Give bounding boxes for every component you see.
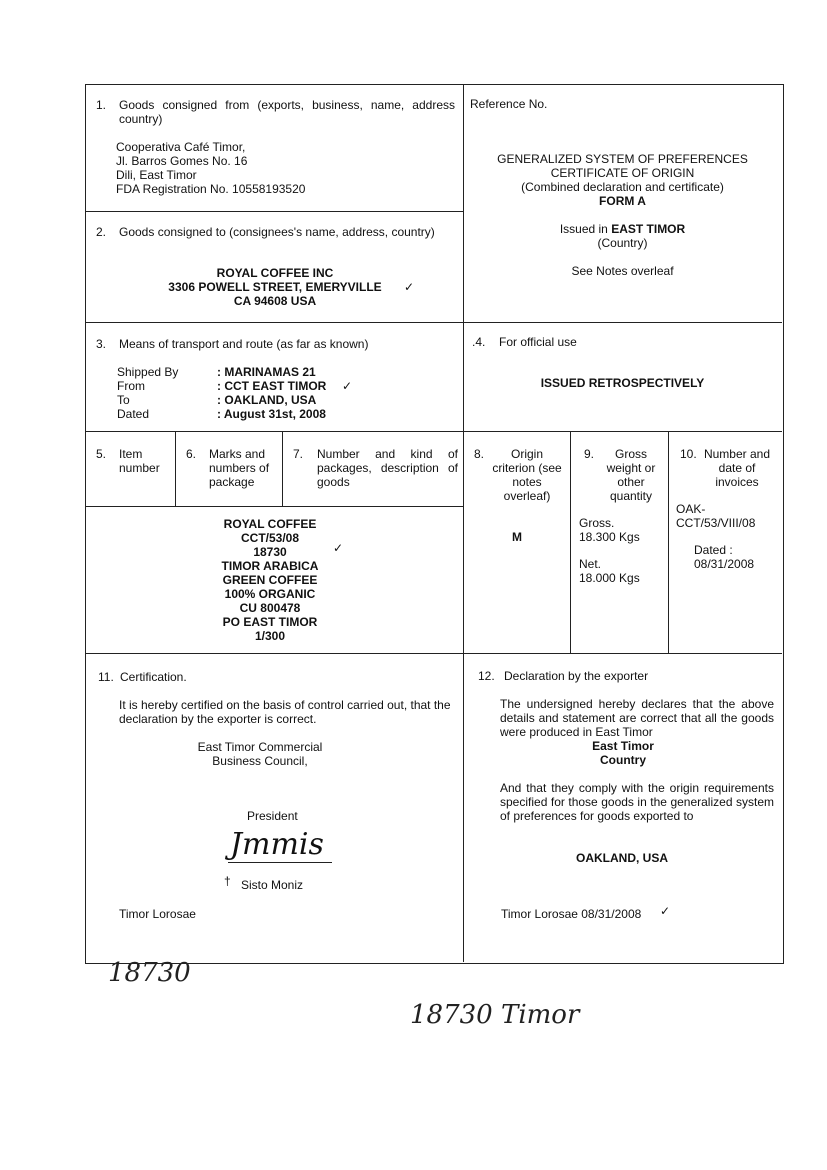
col9-number: 9. xyxy=(584,447,595,461)
form-label: FORM A xyxy=(599,194,646,208)
handwritten-note-1: 18730 xyxy=(108,958,191,988)
check-mark-icon: † xyxy=(224,874,231,888)
divider-box1-box2 xyxy=(85,211,463,212)
consignee-name: ROYAL COFFEE INC xyxy=(216,266,334,280)
col5-header: Item number xyxy=(119,447,160,475)
col10-number: 10. xyxy=(680,447,697,461)
box1-label: Goods consigned from (exports, business, name, address country) xyxy=(119,98,455,126)
net-value: 18.000 Kgs xyxy=(579,571,640,585)
transport-key: Dated xyxy=(117,407,150,421)
invoice-number-part1: OAK- xyxy=(676,502,706,516)
divider-row4 xyxy=(85,653,782,654)
country-label: Country xyxy=(600,753,646,767)
invoice-dated-label: Dated : xyxy=(694,543,733,557)
transport-row xyxy=(117,365,326,379)
box11-number: 11. xyxy=(98,670,114,684)
col7-number: 7. xyxy=(293,447,304,461)
declaration-text: The undersigned hereby declares that the above details and statement are correct that all the goods were produced in East Timor xyxy=(500,697,774,739)
certification-text: It is hereby certified on the basis of control carried out, that the declaration by the exporter is correct. xyxy=(119,698,451,726)
transport-key: Shipped By xyxy=(117,365,179,379)
consignee-street: 3306 POWELL STREET, EMERYVILLE xyxy=(168,280,382,294)
exporter-street: Jl. Barros Gomes No. 16 xyxy=(116,154,248,168)
declaration-place-date: Timor Lorosae 08/31/2008 xyxy=(501,907,642,921)
signer-title: President xyxy=(247,809,298,823)
authority-line-2: Business Council, xyxy=(212,754,308,768)
title-line-2: CERTIFICATE OF ORIGIN xyxy=(550,166,695,180)
transport-value: : CCT EAST TIMOR xyxy=(217,379,327,393)
divider-row2 xyxy=(85,322,782,323)
box1-number: 1. xyxy=(96,98,107,112)
reference-label: Reference No. xyxy=(470,97,548,111)
transport-row xyxy=(117,393,326,407)
box12-number: 12. xyxy=(478,669,495,683)
mark-line: TIMOR ARABICA xyxy=(221,559,319,573)
transport-value: : MARINAMAS 21 xyxy=(217,365,316,379)
col-divider-8-9 xyxy=(570,431,571,653)
signature-line xyxy=(228,862,332,863)
box11-label: Certification. xyxy=(120,670,187,684)
exporter-registration: FDA Registration No. 10558193520 xyxy=(116,182,306,196)
divider-row3 xyxy=(85,431,782,432)
certification-place: Timor Lorosae xyxy=(119,907,196,921)
box12-label: Declaration by the exporter xyxy=(504,669,649,683)
box2-number: 2. xyxy=(96,225,107,239)
gross-value: 18.300 Kgs xyxy=(579,530,640,544)
col10-header: Number and date of invoices xyxy=(703,447,771,489)
country-label: (Country) xyxy=(597,236,648,250)
col6-header: Marks and numbers of package xyxy=(209,447,270,489)
mark-line: 100% ORGANIC xyxy=(224,587,316,601)
divider-column-header xyxy=(85,506,463,507)
invoice-dated-value: 08/31/2008 xyxy=(694,557,755,571)
col5-number: 5. xyxy=(96,447,107,461)
certifying-authority xyxy=(170,740,350,768)
certificate-title xyxy=(463,152,782,278)
official-stamp: ISSUED RETROSPECTIVELY xyxy=(540,376,705,390)
consignee-city: CA 94608 USA xyxy=(233,294,317,308)
mark-line: GREEN COFFEE xyxy=(222,573,318,587)
consignee-address xyxy=(120,266,430,308)
shipping-marks xyxy=(180,517,360,643)
mark-line: ROYAL COFFEE xyxy=(223,517,317,531)
check-mark-icon: ✓ xyxy=(342,379,353,393)
declaration-country xyxy=(560,739,686,767)
authority-line-1: East Timor Commercial xyxy=(197,740,323,754)
compliance-text: And that they comply with the origin requirements specified for those goods in the generalized system of preferences for goods exported to xyxy=(500,781,774,823)
transport-value: : August 31st, 2008 xyxy=(217,407,326,421)
net-label: Net. xyxy=(579,557,602,571)
box2-label: Goods consigned to (consignees's name, address, country) xyxy=(119,225,435,239)
col8-number: 8. xyxy=(474,447,485,461)
mark-line: 18730 xyxy=(253,545,287,559)
origin-criterion: M xyxy=(512,530,522,544)
box4-label: For official use xyxy=(499,335,577,349)
check-mark-icon: ✓ xyxy=(333,541,344,555)
col9-header: Gross weight or other quantity xyxy=(606,447,656,503)
mark-line: CCT/53/08 xyxy=(240,531,300,545)
mark-line: 1/300 xyxy=(254,629,286,643)
title-line-1: GENERALIZED SYSTEM OF PREFERENCES xyxy=(497,152,748,166)
transport-value: : OAKLAND, USA xyxy=(217,393,317,407)
transport-table xyxy=(117,365,326,421)
destination: OAKLAND, USA xyxy=(576,851,668,865)
mark-line: PO EAST TIMOR xyxy=(222,615,318,629)
notes-overleaf: See Notes overleaf xyxy=(571,264,674,278)
check-mark-icon: ✓ xyxy=(404,280,415,294)
col6-number: 6. xyxy=(186,447,197,461)
col-divider-5-6 xyxy=(175,431,176,506)
transport-row xyxy=(117,379,326,393)
box1-address xyxy=(116,140,305,196)
signature: Jmmis xyxy=(230,827,324,862)
issued-prefix: Issued in xyxy=(559,222,612,236)
exporter-city: Dili, East Timor xyxy=(116,168,197,182)
mark-line: CU 800478 xyxy=(239,601,301,615)
country-value: East Timor xyxy=(592,739,654,753)
signer-name: Sisto Moniz xyxy=(241,878,304,892)
issued-country: EAST TIMOR xyxy=(611,222,686,236)
gross-label: Gross. xyxy=(579,516,615,530)
invoice-number-part2: CCT/53/VIII/08 xyxy=(676,516,756,530)
col-divider-9-10 xyxy=(668,431,669,653)
handwritten-note-2: 18730 Timor xyxy=(410,1000,580,1030)
exporter-name: Cooperativa Café Timor, xyxy=(116,140,246,154)
transport-row xyxy=(117,407,326,421)
box4-number: .4. xyxy=(472,335,486,349)
check-mark-icon: ✓ xyxy=(660,904,671,918)
box3-label: Means of transport and route (as far as known) xyxy=(119,337,369,351)
col7-header: Number and kind of packages, description of goods xyxy=(317,447,458,489)
transport-key: From xyxy=(117,379,145,393)
title-line-3: (Combined declaration and certificate) xyxy=(521,180,724,194)
box3-number: 3. xyxy=(96,337,107,351)
col8-header: Origin criterion (see notes overleaf) xyxy=(492,447,562,503)
issued-in xyxy=(463,222,782,236)
col-divider-6-7 xyxy=(282,431,283,506)
transport-key: To xyxy=(117,393,130,407)
